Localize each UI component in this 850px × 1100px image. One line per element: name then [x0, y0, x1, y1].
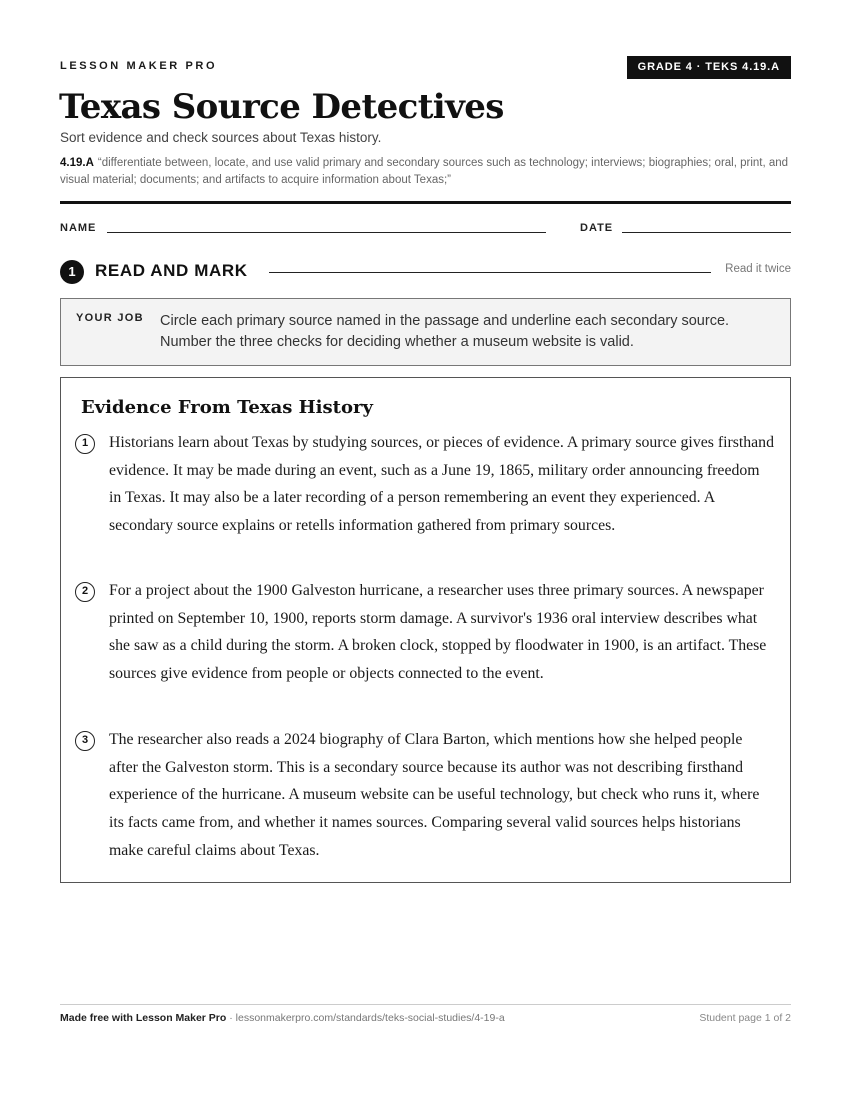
paragraph-text: The researcher also reads a 2024 biography of Clara Barton, which mentions how she helped people after the Galveston storm. This is a secondary source because its author was not describing firsthand experience of the hurricane. A museum website can be useful technology, but check who runs it, where its facts came from, and whether it names sources. Comparing several valid sources helps historians make careful claims about Texas. [109, 731, 760, 859]
footer-url[interactable]: lessonmakerpro.com/standards/teks-social-studies/4-19-a [235, 1012, 505, 1024]
paragraph-number-badge: 1 [75, 434, 95, 454]
brand-name: LESSON MAKER PRO [60, 60, 218, 72]
paragraph-number-badge: 2 [75, 582, 95, 602]
footer-divider [60, 1004, 791, 1005]
footer-credit [60, 1012, 505, 1024]
paragraph-text: Historians learn about Texas by studying sources, or pieces of evidence. A primary source gives firsthand evidence. It may be made during an event, such as a June 19, 1865, military order announcing freedom in Texas. It may also be a later recording of a person remembering an event they experienced. A secondary source explains or retells information gathered from primary sources. [109, 434, 774, 535]
page-title: Texas Source Detectives [59, 87, 504, 127]
section-note: Read it twice [725, 263, 791, 275]
name-date-row [60, 222, 791, 238]
section-number-badge: 1 [60, 260, 84, 284]
date-label: DATE [580, 222, 614, 234]
worksheet-page [60, 0, 791, 1100]
standard-statement [60, 155, 791, 189]
grade-badge: GRADE 4 · TEKS 4.19.A [627, 56, 791, 79]
date-field-line[interactable] [622, 232, 791, 233]
passage-title: Evidence From Texas History [81, 397, 373, 418]
paragraph-number-badge: 3 [75, 731, 95, 751]
header-divider [60, 201, 791, 204]
section-title: READ AND MARK [95, 261, 248, 280]
footer-page-number: Student page 1 of 2 [699, 1012, 791, 1024]
footer-separator: · [226, 1012, 236, 1024]
footer-made-with: Made free with Lesson Maker Pro [60, 1012, 227, 1024]
name-field-line[interactable] [107, 232, 546, 233]
name-label: NAME [60, 222, 97, 234]
page-subtitle: Sort evidence and check sources about Texas history. [60, 130, 382, 145]
standard-code: 4.19.A [60, 157, 94, 169]
your-job-text: Circle each primary source named in the passage and underline each secondary source. Number the three checks for deciding whether a museum website is valid. [160, 313, 730, 350]
section-header [60, 259, 791, 283]
section-divider [269, 272, 711, 273]
top-bar [60, 56, 791, 80]
standard-text: “differentiate between, locate, and use valid primary and secondary sources such as technology; interviews; biographies; oral, print, and visual material; documents; and artifacts to acquire information about Texas;” [60, 157, 789, 186]
your-job-label: YOUR JOB [76, 312, 144, 324]
passage-box [60, 377, 791, 883]
paragraph-text: For a project about the 1900 Galveston hurricane, a researcher uses three primary sources. A newspaper printed on September 10, 1900, reports storm damage. A survivor's 1936 oral interview describes what she saw as a child during the storm. A broken clock, stopped by floodwater in 1900, is an artifact. These sources give evidence from people or objects connected to the event. [109, 582, 767, 683]
your-job-box [60, 298, 791, 366]
